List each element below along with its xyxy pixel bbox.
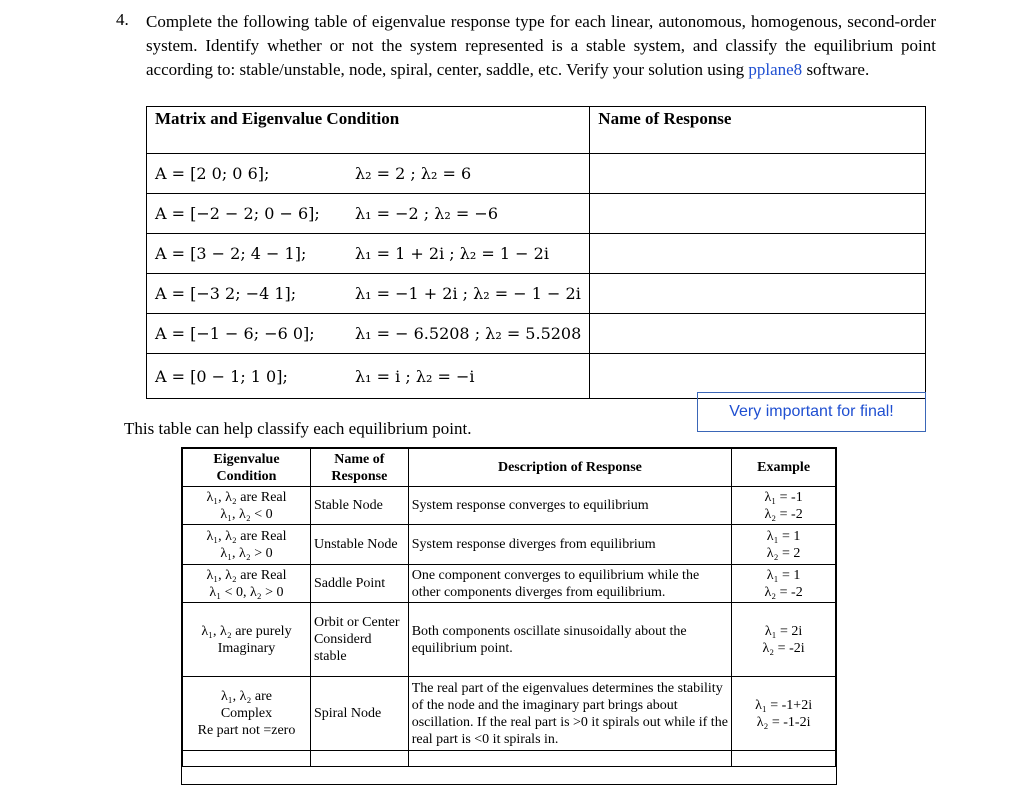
description-cell: One component converges to equilibrium while the other components diverges from equilibrium. <box>408 565 731 603</box>
table-row <box>183 751 836 767</box>
table-row <box>183 565 836 603</box>
response-name-cell: Saddle Point <box>310 565 408 603</box>
header-eigenvalue-condition: Eigenvalue Condition <box>183 449 311 487</box>
header-matrix-condition: Matrix and Eigenvalue Condition <box>147 107 590 154</box>
empty-cell <box>408 751 731 767</box>
table-row <box>183 525 836 565</box>
table-row <box>147 274 926 314</box>
response-answer-cell[interactable] <box>590 194 926 234</box>
response-answer-cell[interactable] <box>590 234 926 274</box>
matrix-cell: A = [−2 − 2; 0 − 6]; <box>155 204 320 223</box>
matrix-cell: A = [2 0; 0 6]; <box>155 164 270 183</box>
empty-cell <box>183 751 311 767</box>
matrix-cell: A = [3 − 2; 4 − 1]; <box>155 244 307 263</box>
important-note-box: Very important for final! <box>697 392 926 432</box>
question-end: software. <box>806 60 870 79</box>
classification-table <box>182 448 836 767</box>
response-name-cell: Stable Node <box>310 487 408 525</box>
matrix-cell: A = [−3 2; −4 1]; <box>155 284 297 303</box>
table-row <box>147 154 926 194</box>
example-cell: λ₁ = 1 λ₂ = -2 <box>732 565 836 603</box>
empty-cell <box>310 751 408 767</box>
pplane8-link[interactable]: pplane8 <box>748 60 803 79</box>
table-row <box>147 194 926 234</box>
response-answer-cell[interactable] <box>590 314 926 354</box>
eigen-cell: λ₁ = −1 + 2i ; λ₂ = − 1 − 2i <box>355 284 581 303</box>
description-cell: System response converges to equilibrium <box>408 487 731 525</box>
eigen-cell: λ₂ = 2 ; λ₂ = 6 <box>355 164 472 183</box>
table-caption: This table can help classify each equilibrium point. <box>124 419 472 438</box>
condition-cell: λ₁, λ₂ are purely Imaginary <box>183 603 311 677</box>
condition-cell: λ₁, λ₂ are Complex Re part not =zero <box>183 677 311 751</box>
question-body: Complete the following table of eigenvalue response type for each linear, autonomous, homogenous, second-order system. Identify whether or not the system represented is a stable system, and classify the equilibrium point according to: stable/unstable, node, spiral, center, saddle, etc. Verify your solution using <box>146 12 936 79</box>
eigen-cell: λ₁ = 1 + 2i ; λ₂ = 1 − 2i <box>355 244 549 263</box>
header-name-of-response: Name of Response <box>590 107 926 154</box>
response-name-cell: Unstable Node <box>310 525 408 565</box>
example-cell: λ₁ = -1 λ₂ = -2 <box>732 487 836 525</box>
response-answer-cell[interactable] <box>590 154 926 194</box>
example-cell: λ₁ = 2i λ₂ = -2i <box>732 603 836 677</box>
condition-cell: λ₁, λ₂ are Real λ₁ < 0, λ₂ > 0 <box>183 565 311 603</box>
matrix-cell: A = [−1 − 6; −6 0]; <box>155 324 315 343</box>
response-answer-cell[interactable] <box>590 274 926 314</box>
header-name-of-response: Name of Response <box>310 449 408 487</box>
condition-cell: λ₁, λ₂ are Real λ₁, λ₂ > 0 <box>183 525 311 565</box>
eigen-cell: λ₁ = −2 ; λ₂ = −6 <box>355 204 498 223</box>
table-row <box>147 234 926 274</box>
classification-table-frame <box>181 447 837 785</box>
example-cell: λ₁ = -1+2i λ₂ = -1-2i <box>732 677 836 751</box>
response-name-cell: Spiral Node <box>310 677 408 751</box>
eigen-cell: λ₁ = i ; λ₂ = −i <box>355 366 475 386</box>
description-cell: The real part of the eigenvalues determines the stability of the node and the imaginary part brings about oscillation. If the real part is >0 it spirals out while if the real part is <0 it spirals in. <box>408 677 731 751</box>
description-cell: System response diverges from equilibrium <box>408 525 731 565</box>
condition-cell: λ₁, λ₂ are Real λ₁, λ₂ < 0 <box>183 487 311 525</box>
table-row <box>183 677 836 751</box>
question-number: 4. <box>116 10 129 29</box>
eigen-cell: λ₁ = − 6.5208 ; λ₂ = 5.5208 <box>355 324 582 343</box>
empty-cell <box>732 751 836 767</box>
response-name-cell: Orbit or Center Considerd stable <box>310 603 408 677</box>
description-cell: Both components oscillate sinusoidally about the equilibrium point. <box>408 603 731 677</box>
header-description: Description of Response <box>408 449 731 487</box>
header-example: Example <box>732 449 836 487</box>
table-row <box>183 487 836 525</box>
eigenvalue-exercise-table <box>146 106 926 399</box>
matrix-cell: A = [0 − 1; 1 0]; <box>155 366 288 386</box>
question-text <box>146 10 936 82</box>
table-row <box>147 314 926 354</box>
table-row <box>183 603 836 677</box>
example-cell: λ₁ = 1 λ₂ = 2 <box>732 525 836 565</box>
